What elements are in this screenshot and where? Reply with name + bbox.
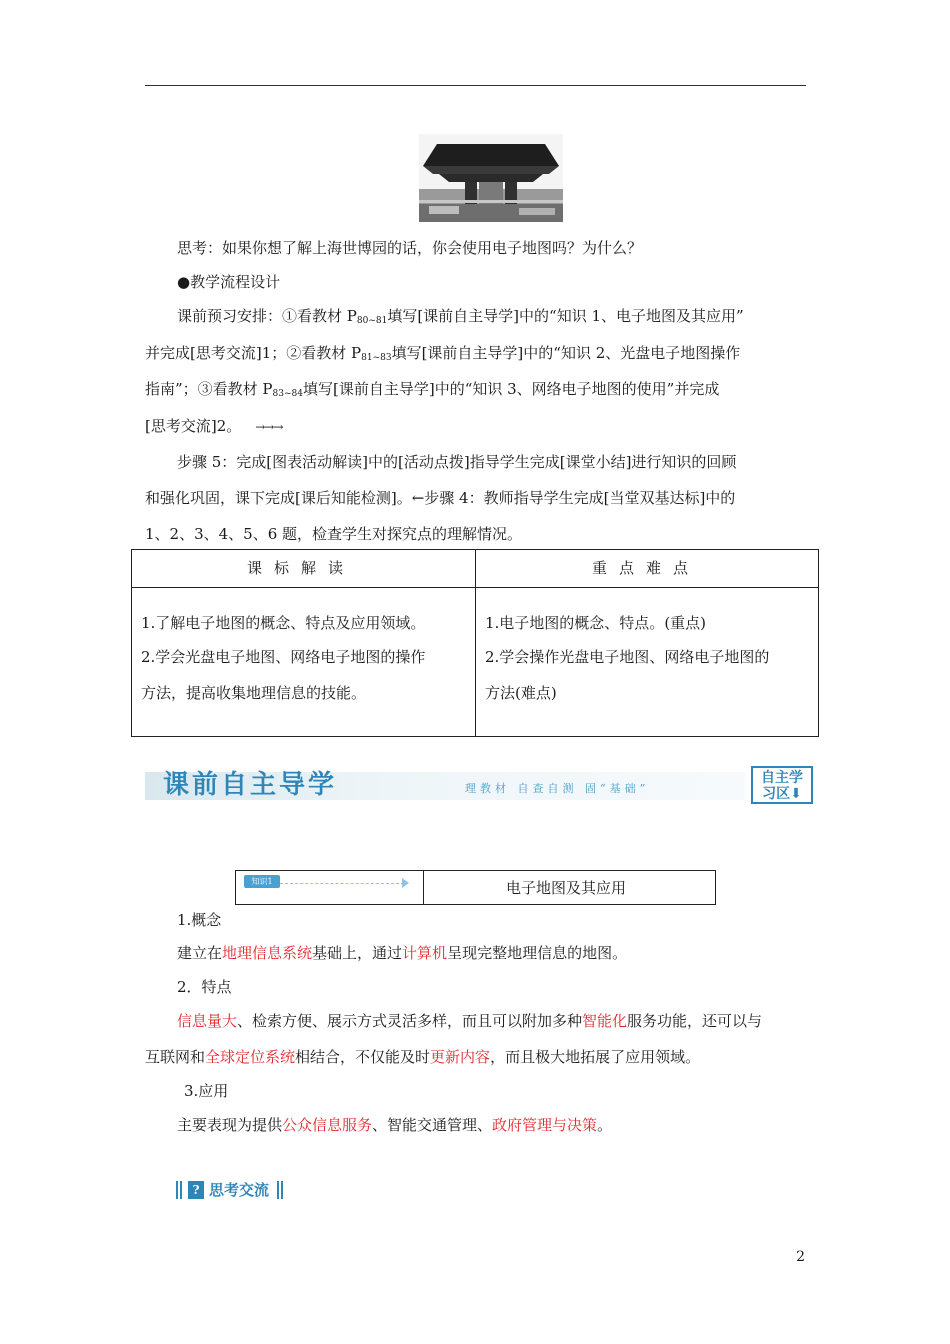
knowledge-title: 电子地图及其应用: [506, 879, 627, 897]
header-rule: [145, 85, 806, 86]
china-pavilion-photo: [419, 134, 563, 222]
section-banner: [145, 762, 816, 806]
table-cell: 方法，提高收集地理信息的技能。: [141, 684, 367, 702]
self-study-badge: 自主学 习区⬇: [751, 766, 813, 804]
preview-line-3: 指南”；③看教材 $P_{83\sim 84}$填写[课前自主导学]中的“知识 3、网络电子地图的使用”并完成: [145, 380, 720, 399]
table-cell: 方法(难点): [485, 684, 557, 702]
concept-heading: 1.概念: [177, 911, 222, 929]
flow-heading: ●教学流程设计: [177, 273, 281, 291]
think-prompt: 思考：如果你想了解上海世博园的话，你会使用电子地图吗？为什么？: [177, 239, 643, 257]
preview-line-2: 并完成[思考交流]1；②看教材 $P_{81\sim 83}$填写[课前自主导学]中的“知识 2、光盘电子地图操作: [145, 344, 741, 363]
step5-line-3: 1、2、3、4、5、6 题，检查学生对探究点的理解情况。: [145, 525, 523, 543]
features-line-2: 互联网和全球定位系统相结合，不仅能及时更新内容，而且极大地拓展了应用领域。: [145, 1048, 701, 1066]
think-exchange-text: 思考交流: [209, 1181, 270, 1199]
objectives-table: [131, 549, 819, 737]
table-header-standards: 课标解读: [247, 559, 356, 577]
flow-arrows: →→→: [255, 420, 283, 434]
page-number: 2: [796, 1249, 805, 1265]
features-heading: 2．特点: [177, 978, 232, 996]
application-text: 主要表现为提供公众信息服务、智能交通管理、政府管理与决策。: [177, 1116, 613, 1134]
step5-line-2: 和强化巩固，课下完成[课后知能检测]。←步骤 4：教师指导学生完成[当堂双基达标]中的: [145, 489, 736, 507]
table-cell: 1.电子地图的概念、特点。(重点): [485, 614, 707, 632]
question-icon: ?: [188, 1181, 204, 1199]
banner-title: 课前自主导学: [163, 770, 338, 800]
preview-line-4: [思考交流]2。 →→→: [145, 417, 283, 435]
knowledge-box: [235, 870, 716, 905]
knowledge-tag: 知识1: [244, 875, 280, 888]
concept-text: 建立在地理信息系统基础上，通过计算机呈现完整地理信息的地图。: [177, 944, 628, 962]
preview-line-1: 课前预习安排：①看教材 $P_{80\sim 81}$填写[课前自主导学]中的“知识 1、电子地图及其应用”: [177, 307, 744, 326]
table-cell: 2.学会光盘电子地图、网络电子地图的操作: [141, 648, 426, 666]
table-header-keypoints: 重点难点: [592, 559, 701, 577]
application-heading: 3.应用: [184, 1082, 229, 1100]
features-line-1: 信息量大、检索方便、展示方式灵活多样，而且可以附加多种智能化服务功能，还可以与: [177, 1012, 763, 1030]
dashed-arrow-line: [280, 883, 404, 884]
step5-line-1: 步骤 5：完成[图表活动解读]中的[活动点拨]指导学生完成[课堂小结]进行知识的回顾: [177, 453, 737, 471]
banner-subtitle: 理教材 自查自测 固“基础”: [465, 782, 650, 795]
table-cell: 1.了解电子地图的概念、特点及应用领域。: [141, 614, 426, 632]
arrow-right-icon: [402, 878, 409, 888]
table-cell: 2.学会操作光盘电子地图、网络电子地图的: [485, 648, 770, 666]
